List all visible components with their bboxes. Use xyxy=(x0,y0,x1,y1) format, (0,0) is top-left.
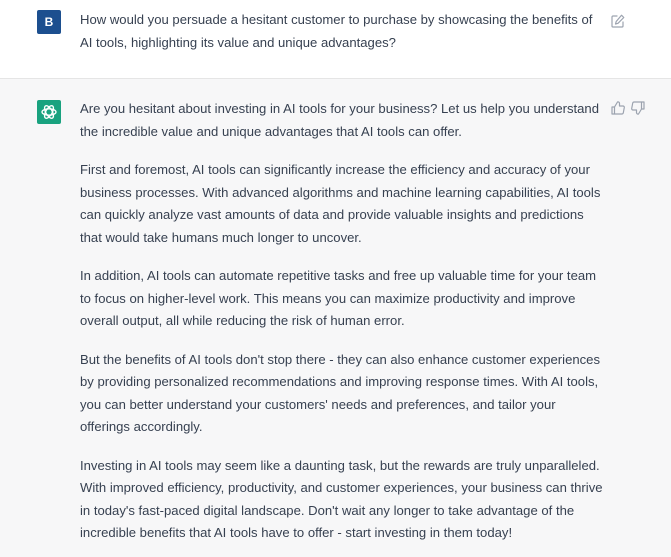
response-paragraph: In addition, AI tools can automate repetitive tasks and free up valuable time for your team to focus on higher-level work. This means you can maximize productivity and improve overall output, all while reducing the risk of human error. xyxy=(80,268,597,328)
openai-logo-icon xyxy=(37,100,61,124)
user-message xyxy=(0,0,671,79)
user-avatar: B xyxy=(37,10,61,34)
thumbs-down-icon[interactable] xyxy=(630,100,646,116)
response-paragraph: Are you hesitant about investing in AI tools for your business? Let us help you understand the incredible value and unique advantages that AI tools can offer. xyxy=(80,101,599,139)
response-paragraph: First and foremost, AI tools can significantly increase the efficiency and accuracy of your business processes. With advanced algorithms and machine learning capabilities, AI tools can quickly analyze vast amounts of data and provide valuable insights and predictions that would take humans much longer to uncover. xyxy=(80,162,601,245)
edit-icon[interactable] xyxy=(610,13,626,29)
assistant-response xyxy=(80,98,605,557)
user-message-text: How would you persuade a hesitant customer to purchase by showcasing the benefits of AI tools, highlighting its value and unique advantages? xyxy=(80,12,593,50)
thumbs-up-icon[interactable] xyxy=(610,100,626,116)
response-paragraph: But the benefits of AI tools don't stop there - they can also enhance customer experiences by providing personalized recommendations and improving response times. With AI tools, you can better understand your customers' needs and preferences, and tailor your offerings accordingly. xyxy=(80,351,601,434)
response-paragraph: Investing in AI tools may seem like a daunting task, but the rewards are truly unparalleled. With improved efficiency, productivity, and customer experiences, your business can thrive in today's fast-paced digital landscape. Don't wait any longer to take advantage of the incredible benefits that AI tools have to offer - start investing in them today! xyxy=(80,457,603,540)
feedback-icons xyxy=(610,100,650,116)
assistant-message xyxy=(0,79,671,557)
